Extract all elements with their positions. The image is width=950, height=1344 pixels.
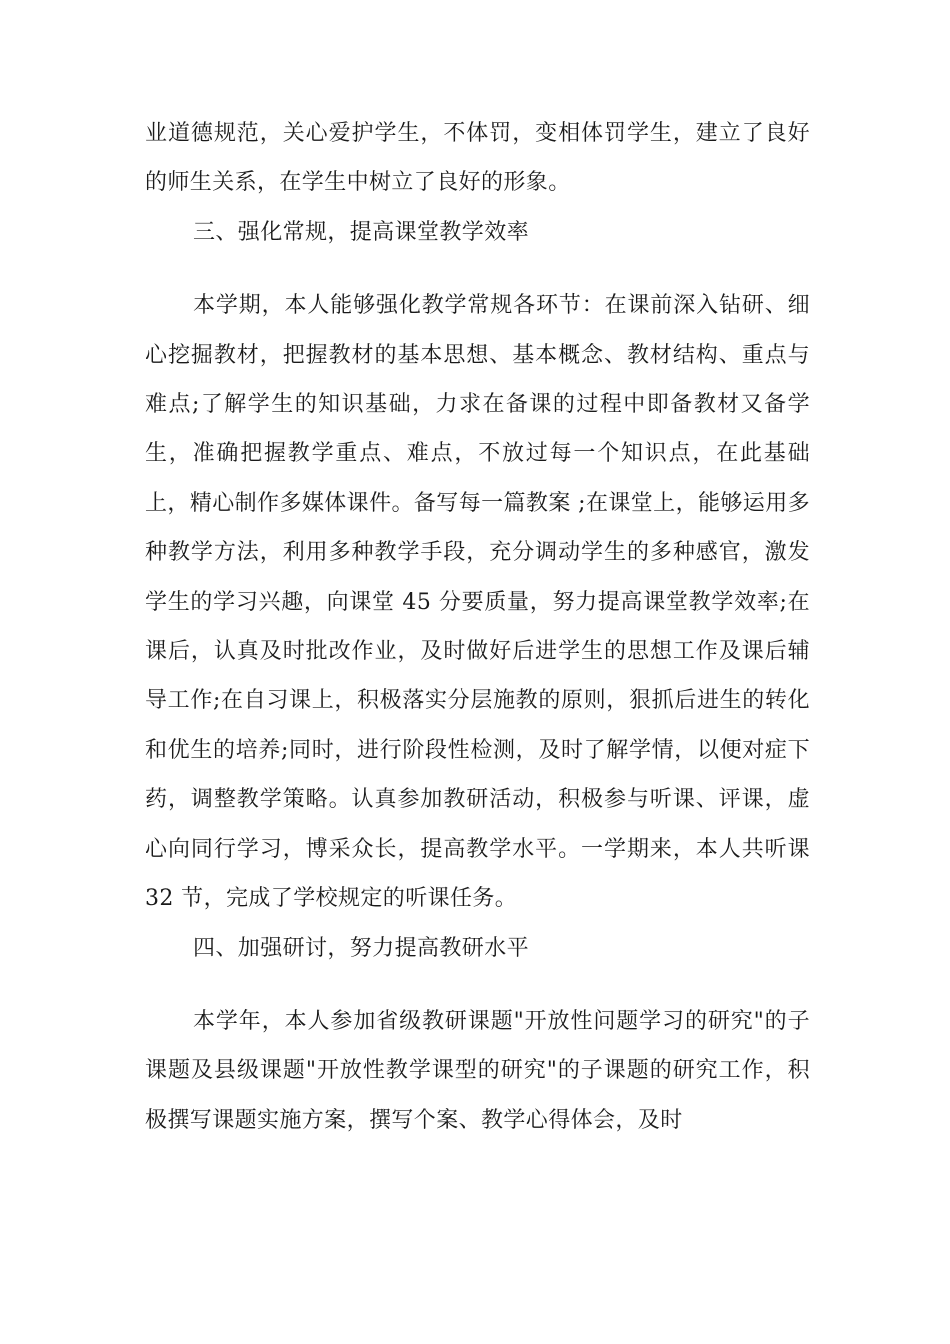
paragraph-continued: 业道德规范，关心爱护学生，不体罚，变相体罚学生，建立了良好的师生关系，在学生中树立了良好的形象。: [145, 121, 810, 196]
paragraph-section-4: 本学年，本人参加省级教研课题"开放性问题学习的研究"的子课题及县级课题"开放性教学课型的研究"的子课题的研究工作，积极撰写课题实施方案，撰写个案、教学心得体会，及时: [145, 1008, 810, 1133]
section-heading-3: 三、强化常规，提高课堂教学效率: [193, 219, 530, 245]
document-body: [145, 109, 810, 1145]
section-heading-4: 四、加强研讨，努力提高教研水平: [193, 935, 530, 961]
paragraph-section-3: 本学期，本人能够强化教学常规各环节：在课前深入钻研、细心挖掘教材，把握教材的基本思想、基本概念、教材结构、重点与难点;了解学生的知识基础，力求在备课的过程中即备教材又备学生，准确把握教学重点、难点，不放过每一个知识点，在此基础上，精心制作多媒体课件。备写每一篇教案 ;在课堂上，能够运用多种教学方法，利用多种教学手段，充分调动学生的多种感官，激发学生的学习兴趣，向课堂 45 分要质量，努力提高课堂教学效率;在课后，认真及时批改作业，及时做好后进学生的思想工作及课后辅导工作;在自习课上，积极落实分层施教的原则，狠抓后进生的转化和优生的培养;同时，进行阶段性检测，及时了解学情，以便对症下药，调整教学策略。认真参加教研活动，积极参与听课、评课，虚心向同行学习，博采众长，提高教学水平。一学期来，本人共听课 32 节，完成了学校规定的听课任务。: [145, 293, 810, 912]
